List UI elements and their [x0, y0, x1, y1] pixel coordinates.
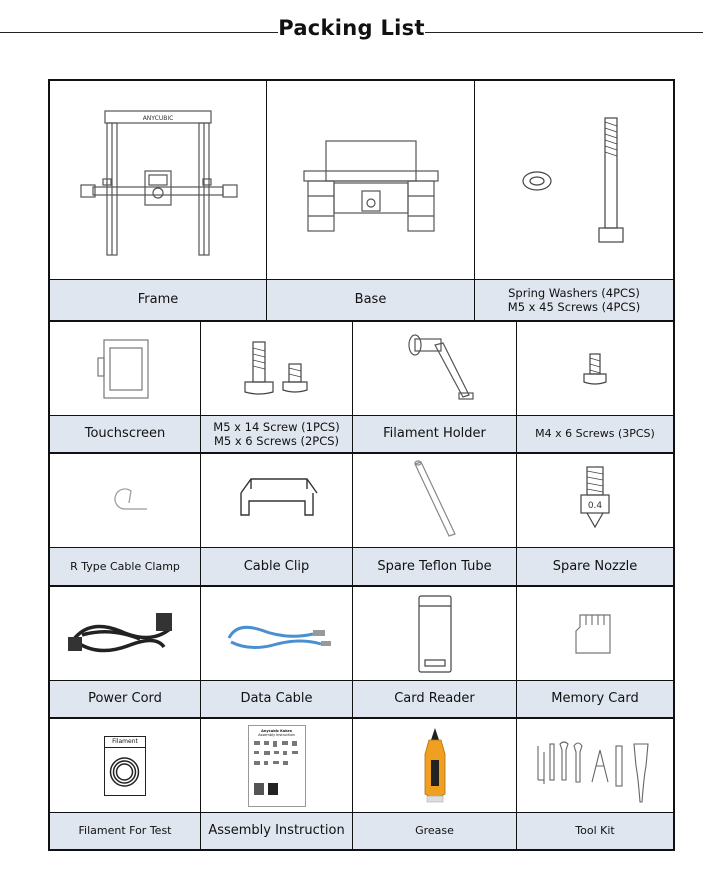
filament-test-image — [50, 719, 200, 813]
frame-image — [50, 81, 266, 280]
card-reader-icon — [410, 592, 460, 676]
item-label: Tool Kit — [517, 812, 673, 849]
data-cable-image — [201, 587, 352, 681]
r-clamp-image — [50, 454, 200, 548]
table-row — [50, 81, 673, 320]
item-label: Frame — [50, 279, 266, 320]
item-label: Spare Teflon Tube — [353, 547, 516, 585]
power-cord-icon — [60, 599, 190, 669]
item-cable-clip — [201, 454, 353, 585]
grease-icon — [415, 724, 455, 808]
teflon-tube-image — [353, 454, 516, 548]
nozzle-image — [517, 454, 673, 548]
item-filament-holder — [353, 322, 517, 452]
cable-clip-image — [201, 454, 352, 548]
label-line: M5 x 14 Screw (1PCS) — [213, 420, 340, 434]
item-label: Assembly Instruction — [201, 812, 352, 849]
item-frame — [50, 81, 267, 320]
teflon-tube-icon — [405, 458, 465, 544]
screw-washer-icon — [499, 106, 649, 256]
item-base — [267, 81, 475, 320]
label-line: M5 x 45 Screws (4PCS) — [507, 300, 641, 314]
memory-card-icon — [570, 609, 620, 659]
item-teflon-tube — [353, 454, 517, 585]
title-rule-right — [425, 32, 703, 33]
item-m4-screws — [517, 322, 673, 452]
header — [0, 14, 703, 48]
item-label: Cable Clip — [201, 547, 352, 585]
manual-title-line: Assembly Instruction — [258, 733, 295, 737]
item-label: R Type Cable Clamp — [50, 547, 200, 585]
item-label: Power Cord — [50, 680, 200, 717]
item-label — [475, 279, 673, 320]
item-washers-screws — [475, 81, 673, 320]
item-label: Filament Holder — [353, 415, 516, 452]
item-power-cord — [50, 587, 201, 717]
label-line: Spring Washers (4PCS) — [508, 286, 640, 300]
cable-clip-icon — [227, 471, 327, 531]
touchscreen-icon — [90, 334, 160, 404]
m5-screws-icon — [227, 334, 327, 404]
item-label: Spare Nozzle — [517, 547, 673, 585]
title-rule-left — [0, 32, 278, 33]
frame-icon — [63, 101, 253, 261]
item-label: Card Reader — [353, 680, 516, 717]
data-cable-icon — [217, 604, 337, 664]
item-tool-kit — [517, 719, 673, 849]
manual-icon — [248, 725, 306, 807]
packing-list-table — [48, 79, 675, 851]
touchscreen-image — [50, 322, 200, 416]
table-row — [50, 587, 673, 717]
base-image — [267, 81, 474, 280]
item-nozzle — [517, 454, 673, 585]
item-label: M4 x 6 Screws (3PCS) — [517, 415, 673, 452]
item-data-cable — [201, 587, 353, 717]
tool-kit-icon — [530, 726, 660, 806]
filament-holder-image — [353, 322, 516, 416]
item-label: Base — [267, 279, 474, 320]
m4-screws-image — [517, 322, 673, 416]
grease-image — [353, 719, 516, 813]
filament-box-icon — [104, 736, 146, 796]
item-memory-card — [517, 587, 673, 717]
item-touchscreen — [50, 322, 201, 452]
label-line: M5 x 6 Screws (2PCS) — [213, 434, 340, 448]
power-cord-image — [50, 587, 200, 681]
item-label: Data Cable — [201, 680, 352, 717]
table-row — [50, 719, 673, 849]
filament-coil-icon — [105, 748, 144, 794]
item-r-clamp — [50, 454, 201, 585]
card-reader-image — [353, 587, 516, 681]
m4-screw-icon — [570, 344, 620, 394]
assembly-instruction-image — [201, 719, 352, 813]
filament-box-text: Filament — [105, 737, 145, 748]
item-label: Filament For Test — [50, 812, 200, 849]
nozzle-icon — [570, 461, 620, 541]
tool-kit-image — [517, 719, 673, 813]
item-card-reader — [353, 587, 517, 717]
page-title: Packing List — [278, 16, 425, 40]
manual-content-icon — [252, 739, 302, 803]
table-row — [50, 454, 673, 585]
m5-screws-image — [201, 322, 352, 416]
item-label: Touchscreen — [50, 415, 200, 452]
item-assembly-instruction — [201, 719, 353, 849]
manual-title-line: Anycubic Kobra — [261, 729, 292, 733]
washers-screws-image — [475, 81, 673, 280]
filament-holder-icon — [385, 329, 485, 409]
item-filament-test — [50, 719, 201, 849]
nozzle-size-text: 0.4 — [587, 501, 603, 511]
frame-brand-text: ANYCUBIC — [142, 114, 174, 122]
table-row — [50, 322, 673, 452]
r-clamp-icon — [95, 481, 155, 521]
item-label: Grease — [353, 812, 516, 849]
item-label — [201, 415, 352, 452]
base-icon — [286, 121, 456, 241]
item-grease — [353, 719, 517, 849]
item-label: Memory Card — [517, 680, 673, 717]
item-m5-screws — [201, 322, 353, 452]
memory-card-image — [517, 587, 673, 681]
